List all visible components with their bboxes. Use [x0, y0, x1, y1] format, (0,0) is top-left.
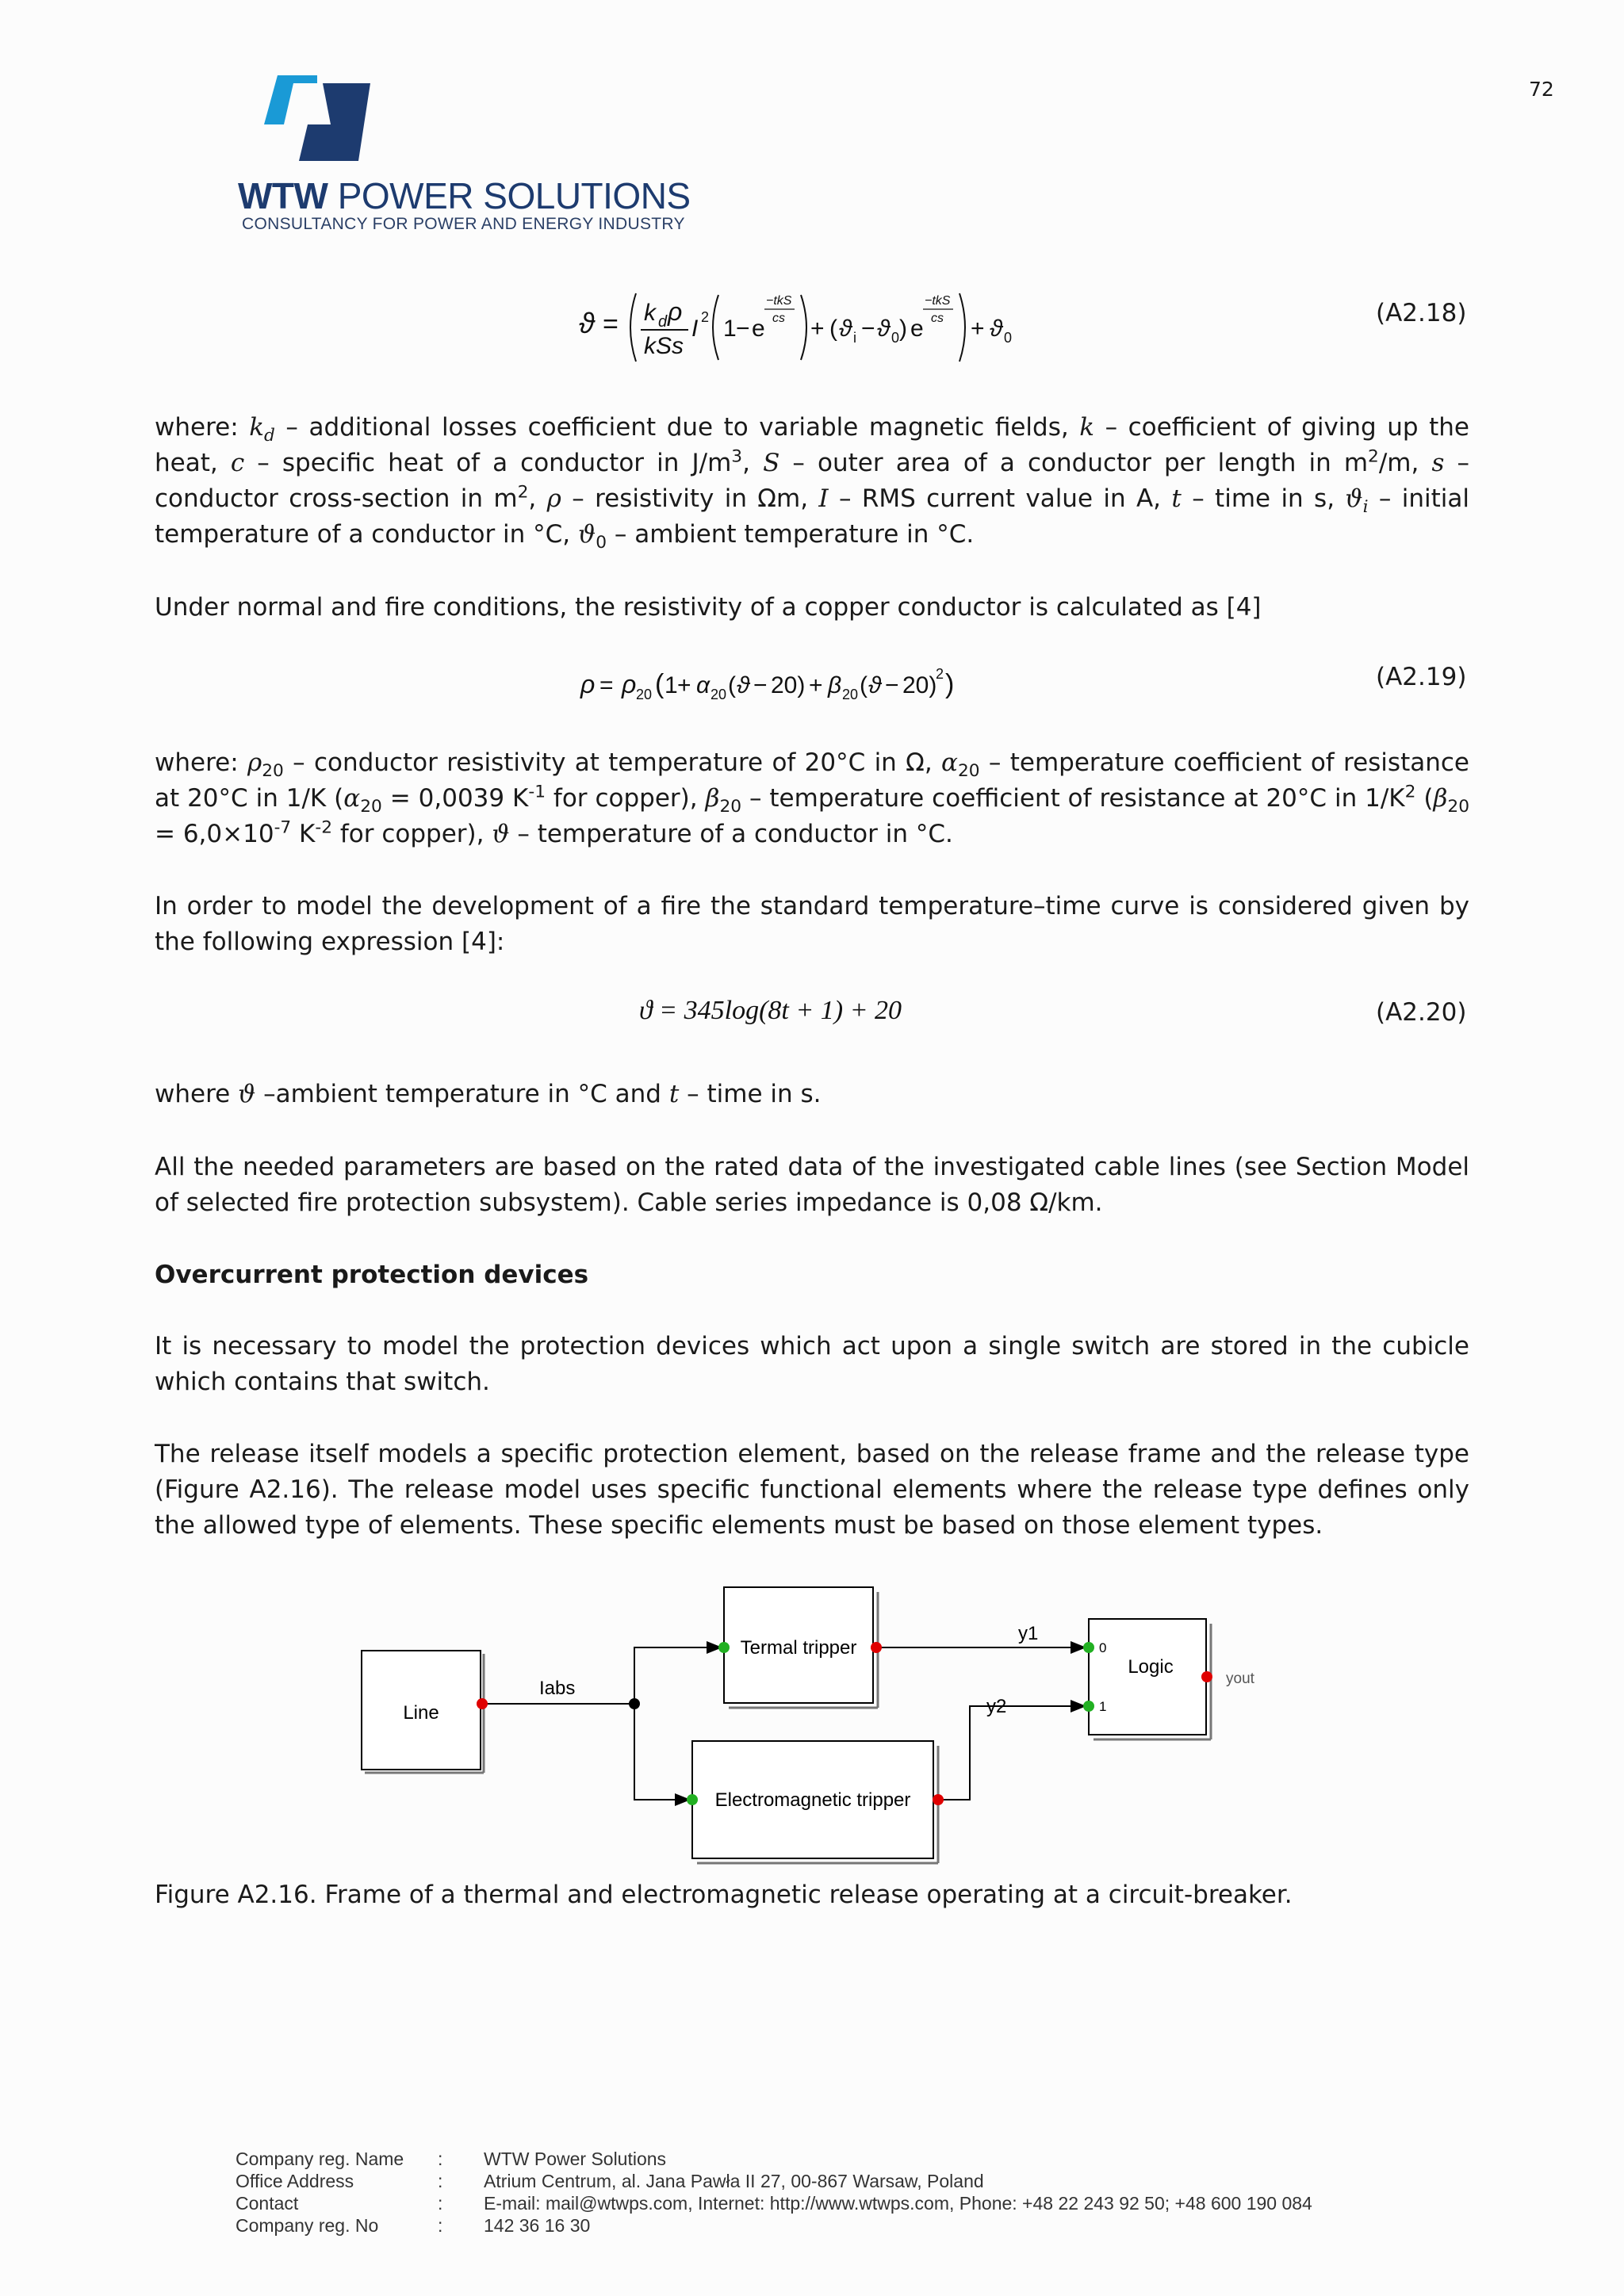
svg-text:+: +: [971, 316, 985, 342]
logo-title: WTW POWER SOLUTIONS: [238, 175, 691, 216]
footer-value: Atrium Centrum, al. Jana Pawła II 27, 00-867 Warsaw, Poland: [484, 2171, 984, 2191]
footer-label: Company reg. No: [236, 2215, 379, 2236]
figure-caption: Figure A2.16. Frame of a thermal and electromagnetic release operating at a circuit-breaker.: [155, 1881, 1293, 1909]
svg-text:cs: cs: [772, 312, 785, 325]
footer-value: 142 36 16 30: [484, 2215, 591, 2236]
footer-sep: :: [438, 2193, 443, 2214]
svg-text:2: 2: [701, 309, 710, 325]
section-heading: Overcurrent protection devices: [155, 1261, 589, 1289]
svg-text:ϑ: ϑ: [737, 672, 750, 698]
footer-label: Office Address: [236, 2171, 354, 2191]
logic-input-port-1: [1083, 1701, 1094, 1712]
footer-sep: :: [438, 2149, 443, 2169]
junction-dot: [629, 1698, 640, 1709]
block-termal-label: Termal tripper: [740, 1637, 857, 1659]
company-logo: [238, 75, 691, 234]
svg-text:ϑ: ϑ: [877, 316, 891, 342]
svg-text:20: 20: [842, 687, 859, 702]
svg-text:ϑ: ϑ: [579, 307, 595, 339]
svg-text:ρ: ρ: [622, 670, 637, 698]
svg-text:(: (: [655, 669, 665, 699]
footer: [236, 2148, 1425, 2237]
equation-a2-19: [577, 660, 1021, 707]
svg-text:+: +: [677, 672, 691, 698]
equation-number-a2-18: (A2.18): [1376, 299, 1467, 327]
logic-port-0-label: 0: [1099, 1640, 1107, 1655]
logic-output-port: [1201, 1671, 1212, 1682]
block-electromagnetic-tripper: [692, 1741, 938, 1863]
svg-text:=: =: [603, 309, 619, 339]
svg-text:ρ: ρ: [580, 670, 596, 698]
footer-label: Company reg. Name: [236, 2149, 404, 2169]
logo-subtitle: CONSULTANCY FOR POWER AND ENERGY INDUSTRY: [242, 215, 685, 233]
footer-label: Contact: [236, 2193, 299, 2214]
electromagnetic-output-port: [933, 1794, 944, 1805]
wire-to-electromagnetic: [634, 1704, 691, 1800]
signal-iabs-label: Iabs: [539, 1678, 576, 1699]
svg-text:cs: cs: [931, 312, 944, 325]
footer-row: [236, 2214, 1425, 2237]
svg-text:(: (: [860, 672, 868, 698]
logo-mark-icon: [258, 75, 385, 164]
paragraph-variables-a2-20: where ϑ –ambient temperature in °C and t – time in s.: [155, 1080, 822, 1108]
svg-text:ϑ: ϑ: [868, 672, 882, 698]
wire-to-termal: [634, 1647, 722, 1704]
paragraph-fire-model: In order to model the development of a fire the standard temperature–time curve is considered given by the following expression [4]:: [155, 892, 1469, 956]
svg-text:d: d: [658, 313, 668, 331]
svg-text:k: k: [644, 300, 656, 326]
svg-text:20): 20): [771, 672, 806, 698]
svg-text:−tkS: −tkS: [925, 294, 951, 308]
paragraph-parameters: All the needed parameters are based on the rated data of the investigated cable lines (see Section Model of selected fire protection subsystem). Cable series impedance is 0,08 Ω/km.: [155, 1153, 1469, 1217]
svg-text:): ): [945, 669, 955, 699]
page-number: 72: [1529, 78, 1554, 101]
footer-row: [236, 2170, 1425, 2192]
block-logic: [1089, 1619, 1211, 1739]
equation-a2-20: ϑ = 345log(8t + 1) + 20: [639, 996, 902, 1025]
svg-text:−tkS: −tkS: [766, 294, 792, 308]
footer-sep: :: [438, 2215, 443, 2236]
electromagnetic-input-port: [687, 1794, 698, 1805]
svg-text:ρ: ρ: [668, 297, 683, 326]
footer-value: E-mail: mail@wtwps.com, Internet: http://www.wtwps.com, Phone: +48 22 243 92 50; +48 600 190 084: [484, 2193, 1312, 2214]
svg-text:kSs: kSs: [644, 333, 684, 359]
equation-number-a2-19: (A2.19): [1376, 663, 1467, 691]
footer-value: WTW Power Solutions: [484, 2149, 667, 2169]
signal-y1-label: y1: [1018, 1623, 1039, 1644]
termal-input-port: [718, 1642, 730, 1653]
svg-text:ϑ: ϑ: [839, 316, 852, 342]
equation-number-a2-20: (A2.20): [1376, 998, 1467, 1027]
block-line: [362, 1651, 484, 1773]
paragraph-resistivity-intro: Under normal and fire conditions, the resistivity of a copper conductor is calculated as [4]: [155, 593, 1262, 622]
svg-text:(: (: [829, 316, 837, 342]
svg-text:1: 1: [723, 316, 737, 342]
svg-text:1: 1: [665, 672, 678, 698]
svg-text:−: −: [861, 316, 875, 342]
signal-yout-label: yout: [1226, 1670, 1254, 1687]
svg-text:=: =: [599, 672, 614, 698]
svg-text:−: −: [885, 672, 899, 698]
svg-text:β: β: [828, 672, 842, 698]
block-line-label: Line: [403, 1702, 439, 1724]
line-output-port: [477, 1698, 488, 1709]
paragraph-protection-1: It is necessary to model the protection devices which act upon a single switch are stored in the cubicle which contains that switch.: [155, 1332, 1469, 1396]
svg-text:2: 2: [936, 666, 944, 682]
footer-row: [236, 2148, 1425, 2170]
footer-sep: :: [438, 2171, 443, 2191]
svg-text:I: I: [691, 316, 699, 342]
svg-text:ϑ: ϑ: [990, 316, 1003, 342]
svg-text:+: +: [809, 672, 823, 698]
logic-input-port-0: [1083, 1642, 1094, 1653]
block-termal-tripper: [724, 1587, 878, 1708]
svg-text:20): 20): [902, 672, 937, 698]
equation-a2-18: [571, 284, 1031, 369]
svg-text:+: +: [810, 316, 825, 342]
svg-text:e: e: [752, 316, 765, 342]
svg-text:e: e: [910, 316, 924, 342]
svg-text:−: −: [753, 672, 768, 698]
svg-text:20: 20: [636, 687, 653, 702]
block-logic-label: Logic: [1128, 1656, 1174, 1678]
svg-text:(: (: [728, 672, 736, 698]
signal-y2-label: y2: [986, 1696, 1007, 1717]
svg-text:20: 20: [710, 687, 727, 702]
termal-output-port: [871, 1642, 882, 1653]
svg-text:i: i: [853, 330, 856, 346]
paragraph-variables-a2-18: where: $k_d$ – additional losses coefficient due to variable magnetic fields, k – coefficient of giving up the heat, c – specific heat of a conductor in $J/m^3$, S – outer area of a conductor per length in $m^2/m$, s – conductor cross-section in $m^2$, ρ – resistivity in Ωm, I – RMS current value in A, t – time in s, $ϑ_i$ – initial temperature of a conductor in °C, $ϑ_0$ – ambient temperature in °C.: [155, 413, 1470, 553]
svg-text:): ): [899, 316, 907, 342]
footer-row: [236, 2192, 1425, 2214]
svg-text:0: 0: [1004, 330, 1013, 346]
paragraph-protection-2: The release itself models a specific protection element, based on the release frame and the release type (Figure A2.16). The release model uses specific functional elements where the release type defines only the allowed type of elements. These specific elements must be based on those element types.: [155, 1440, 1469, 1540]
svg-text:−: −: [736, 316, 750, 342]
svg-text:0: 0: [891, 330, 900, 346]
block-electromagnetic-label: Electromagnetic tripper: [714, 1789, 911, 1811]
wire-y2: [938, 1706, 1086, 1800]
paragraph-variables-a2-19: where: $\rho_{20}$ – conductor resistivity at temperature of 20°C in Ω, $\alpha_{20}$ – temperature coefficient of resistance at 20°C in 1/K ($\alpha_{20} = 0,0039$ $K^{-1}$ for copper), $\beta_{20}$ – temperature coefficient of resistance at 20°C in $1/K^2$ ($\beta_{20} = 6,0\times 10^{-7}$ $K^{-2}$ for copper), ϑ – temperature of a conductor in °C.: [155, 748, 1469, 848]
logic-port-1-label: 1: [1099, 1699, 1107, 1714]
svg-text:α: α: [696, 672, 710, 698]
release-frame-diagram: [349, 1578, 1285, 1871]
